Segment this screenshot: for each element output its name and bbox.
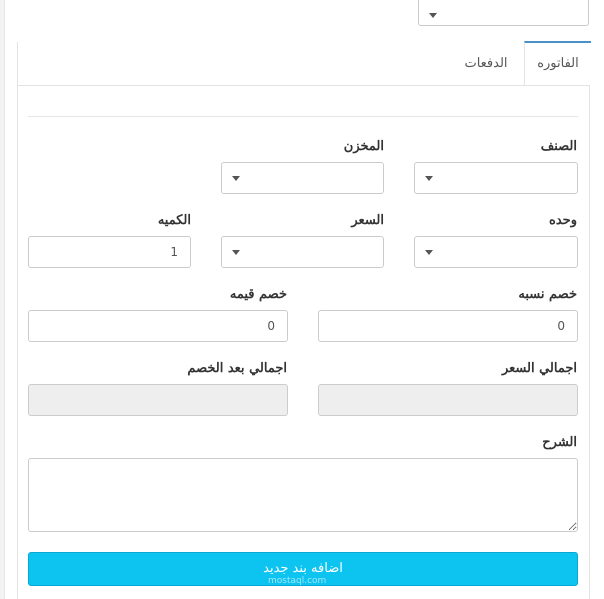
chevron-down-icon (232, 176, 240, 181)
item-label: الصنف (540, 139, 577, 154)
tab-invoice[interactable]: الفاتوره (524, 41, 591, 85)
watermark: mostaql.com (268, 576, 327, 586)
description-textarea[interactable] (28, 458, 578, 532)
discount-percent-input[interactable] (319, 311, 577, 341)
discount-value-input[interactable] (29, 311, 287, 341)
total-price-field (318, 384, 578, 416)
description-label: الشرح (542, 435, 577, 450)
discount-value-label: خصم قيمه (229, 287, 287, 302)
window-edge (0, 0, 5, 599)
unit-label: وحده (549, 213, 577, 228)
discount-percent-label: خصم نسبه (518, 287, 577, 302)
discount-percent-field[interactable] (318, 310, 578, 342)
warehouse-label: المخزن (343, 139, 384, 154)
section-divider (28, 116, 578, 117)
warehouse-select[interactable] (221, 162, 384, 194)
chevron-down-icon (232, 250, 240, 255)
tab-bar (18, 42, 589, 86)
quantity-field[interactable] (28, 236, 191, 268)
chevron-down-icon (425, 250, 433, 255)
chevron-down-icon (425, 176, 433, 181)
add-item-button[interactable]: اضافه بند جديد (28, 552, 578, 586)
quantity-label: الكميه (157, 213, 191, 228)
discount-value-field[interactable] (28, 310, 288, 342)
top-select-dropdown[interactable] (418, 0, 589, 26)
price-label: السعر (351, 213, 384, 228)
unit-select[interactable] (414, 236, 578, 268)
quantity-input[interactable] (29, 237, 190, 267)
item-select[interactable] (414, 162, 578, 194)
tab-payments[interactable]: الدفعات (464, 56, 508, 71)
chevron-down-icon (429, 13, 437, 18)
price-select[interactable] (221, 236, 384, 268)
total-after-discount-label: اجمالي بعد الخصم (187, 361, 287, 376)
total-after-discount-field (28, 384, 288, 416)
total-price-label: اجمالي السعر (501, 361, 577, 376)
